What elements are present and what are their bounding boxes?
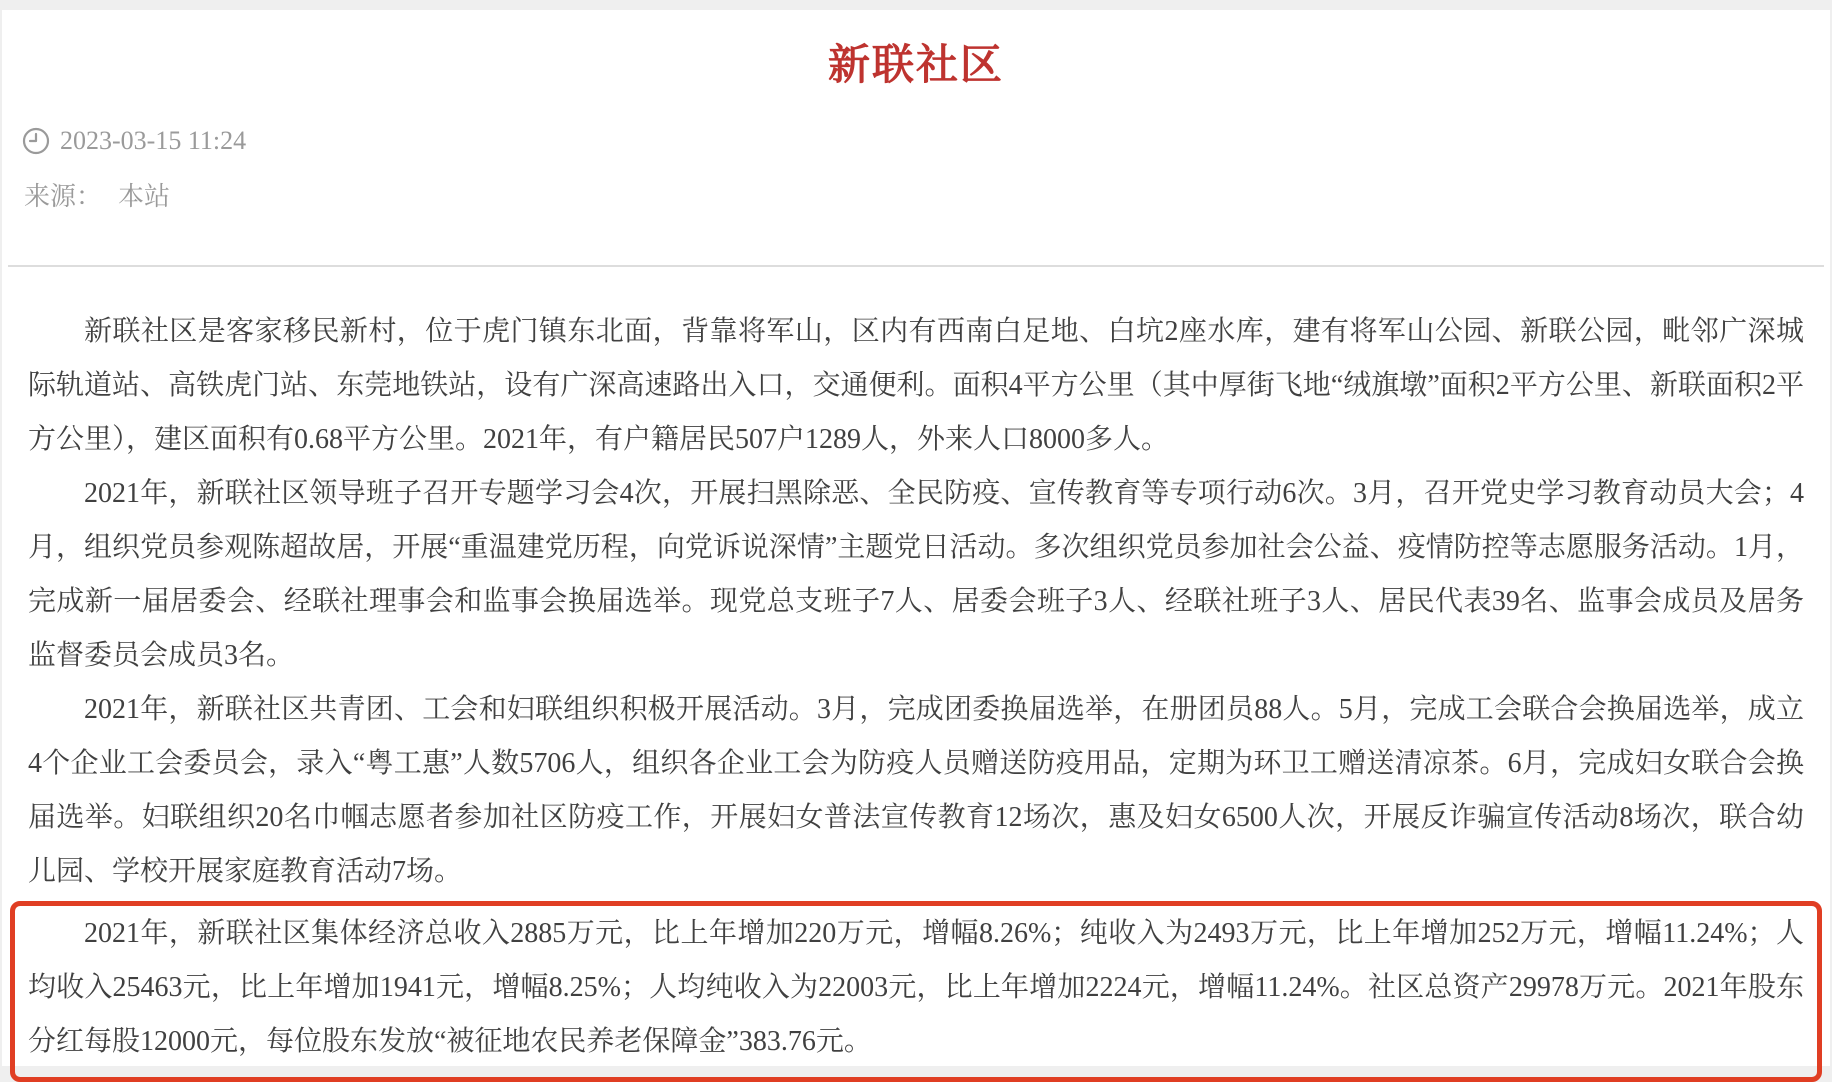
page-title: 新联社区: [827, 43, 1004, 89]
clock-icon: [22, 127, 50, 155]
paragraph-leadership: 2021年，新联社区领导班子召开专题学习会4次，开展扫黑除恶、全民防疫、宣传教育等专项行动6次。3月，召开党史学习教育动员大会；4月，组织党员参观陈超故居，开展“重温建党历程，向党诉说深情”主题党日活动。多次组织党员参加社会公益、疫情防控等志愿服务活动。1月，完成新一届居委会、经联社理事会和监事会换届选举。现党总支班子7人、居委会班子3人、经联社班子3人、居民代表39名、监事会成员及居务监督委员会成员3名。: [28, 478, 1804, 671]
paragraph-economy-highlight-box: 2021年，新联社区集体经济总收入2885万元，比上年增加220万元，增幅8.26%；纯收入为2493万元，比上年增加252万元，增幅11.24%；人均收入25463元，比上年增加1941元，增幅8.25%；人均纯收入为22003元，比上年增加2224元，增幅11.24%。社区总资产29978万元。2021年股东分红每股12000元，每位股东发放“被征地农民养老保障金”383.76元。: [10, 901, 1822, 1082]
publish-time-row: [22, 126, 1830, 156]
article-page: [2, 10, 1830, 1066]
paragraph-organizations: 2021年，新联社区共青团、工会和妇联组织积极开展活动。3月，完成团委换届选举，在册团员88人。5月，完成工会联合会换届选举，成立4个企业工会委员会，录入“粤工惠”人数5706人，组织各企业工会为防疫人员赠送防疫用品，定期为环卫工赠送清凉茶。6月，完成妇女联合会换届选举。妇联组织20名巾帼志愿者参加社区防疫工作，开展妇女普法宣传教育12场次，惠及妇女6500人次，开展反诈骗宣传活动8场次，联合幼儿园、学校开展家庭教育活动7场。: [28, 694, 1804, 887]
source-label: 来源：: [24, 182, 103, 211]
article-body: [28, 305, 1804, 1082]
source-value: 本站: [118, 182, 171, 211]
source-row: [24, 176, 1830, 213]
paragraph-intro: 新联社区是客家移民新村，位于虎门镇东北面，背靠将军山，区内有西南白足地、白坑2座水库，建有将军山公园、新联公园，毗邻广深城际轨道站、高铁虎门站、东莞地铁站，设有广深高速路出入口，交通便利。面积4平方公里（其中厚街飞地“绒旗墩”面积2平方公里、新联面积2平方公里），建区面积有0.68平方公里。2021年，有户籍居民507户1289人，外来人口8000多人。: [28, 316, 1804, 455]
header-divider: [8, 265, 1824, 267]
publish-datetime: 2023-03-15 11:24: [60, 126, 247, 155]
